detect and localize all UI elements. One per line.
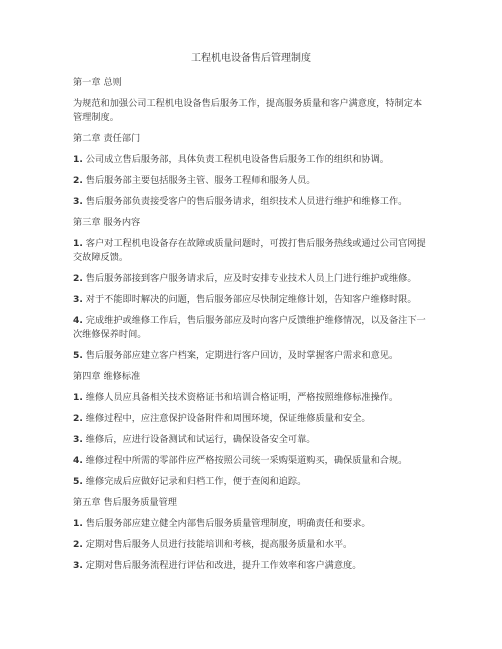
document-body (73, 76, 429, 580)
item-number: 5. (73, 350, 83, 361)
item-text: 完成维护或维修工作后，售后服务部应及时向客户反馈维护维修情况，以及备注下一次维修保养时间。 (73, 315, 426, 340)
chapter-heading: 第五章 售后服务质量管理 (73, 497, 177, 508)
numbered-item (73, 412, 429, 426)
item-text: 定期对售后服务人员进行技能培训和考核，提高服务质量和水平。 (82, 539, 353, 550)
numbered-item (73, 559, 429, 573)
item-text: 客户对工程机电设备存在故障或质量问题时，可拨打售后服务热线或通过公司官网提交故障反馈。 (73, 238, 426, 263)
item-text: 公司成立售后服务部，具体负责工程机电设备售后服务工作的组织和协调。 (82, 154, 389, 165)
item-number: 4. (73, 455, 83, 466)
item-number: 2. (73, 175, 83, 186)
chapter-heading: 第一章 总则 (73, 77, 122, 88)
item-number: 3. (73, 560, 83, 571)
item-number: 4. (73, 315, 83, 326)
item-number: 2. (73, 539, 83, 550)
item-text: 定期对售后服务流程进行评估和改进，提升工作效率和客户满意度。 (82, 560, 362, 571)
numbered-item (73, 293, 429, 307)
numbered-item (73, 475, 429, 489)
item-number: 3. (73, 196, 83, 207)
numbered-item (73, 454, 429, 468)
item-number: 1. (73, 392, 83, 403)
item-number: 3. (73, 434, 83, 445)
item-number: 2. (73, 273, 83, 284)
numbered-item (73, 195, 429, 209)
item-text: 售后服务部主要包括服务主管、服务工程师和服务人员。 (82, 175, 316, 186)
item-text: 售后服务部负责接受客户的售后服务请求，组织技术人员进行维护和维修工作。 (82, 196, 408, 207)
item-number: 5. (73, 476, 83, 487)
item-text: 为规范和加强公司工程机电设备售后服务工作，提高服务质量和客户满意度，特制定本管理制度。 (73, 98, 423, 123)
document-title: 工程机电设备售后管理制度 (191, 53, 311, 64)
numbered-item (73, 174, 429, 188)
item-text: 对于不能即时解决的问题，售后服务部应尽快制定维修计划，告知客户维修时限。 (82, 294, 417, 305)
item-text: 售后服务部应建立健全内部售后服务质量管理制度，明确责任和要求。 (82, 518, 371, 529)
item-text: 维修后，应进行设备测试和试运行，确保设备安全可靠。 (82, 434, 316, 445)
chapter-heading: 第三章 服务内容 (73, 217, 141, 228)
numbered-item (73, 237, 429, 265)
item-number: 3. (73, 294, 83, 305)
item-text: 售后服务部应建立客户档案，定期进行客户回访，及时掌握客户需求和意见。 (82, 350, 399, 361)
item-text: 维修完成后应做好记录和归档工作，便于查阅和追踪。 (82, 476, 307, 487)
numbered-item (73, 272, 429, 286)
numbered-item (73, 314, 429, 342)
item-text: 维修过程中所需的零部件应严格按照公司统一采购渠道购买，确保质量和合规。 (82, 455, 408, 466)
chapter-heading: 第四章 维修标准 (73, 371, 141, 382)
item-number: 1. (73, 154, 83, 165)
numbered-item (73, 538, 429, 552)
numbered-item (73, 153, 429, 167)
item-text: 维修人员应具备相关技术资格证书和培训合格证明，严格按照维修标准操作。 (82, 392, 399, 403)
item-number: 2. (73, 413, 83, 424)
numbered-item (73, 517, 429, 531)
item-text: 维修过程中，应注意保护设备附件和周围环境，保证维修质量和安全。 (82, 413, 371, 424)
item-number: 1. (73, 238, 83, 249)
chapter-heading: 第二章 责任部门 (73, 133, 141, 144)
numbered-item (73, 349, 429, 363)
numbered-item (73, 391, 429, 405)
item-text: 售后服务部接到客户服务请求后，应及时安排专业技术人员上门进行维护或维修。 (82, 273, 417, 284)
item-number: 1. (73, 518, 83, 529)
paragraph (73, 97, 429, 125)
numbered-item (73, 433, 429, 447)
